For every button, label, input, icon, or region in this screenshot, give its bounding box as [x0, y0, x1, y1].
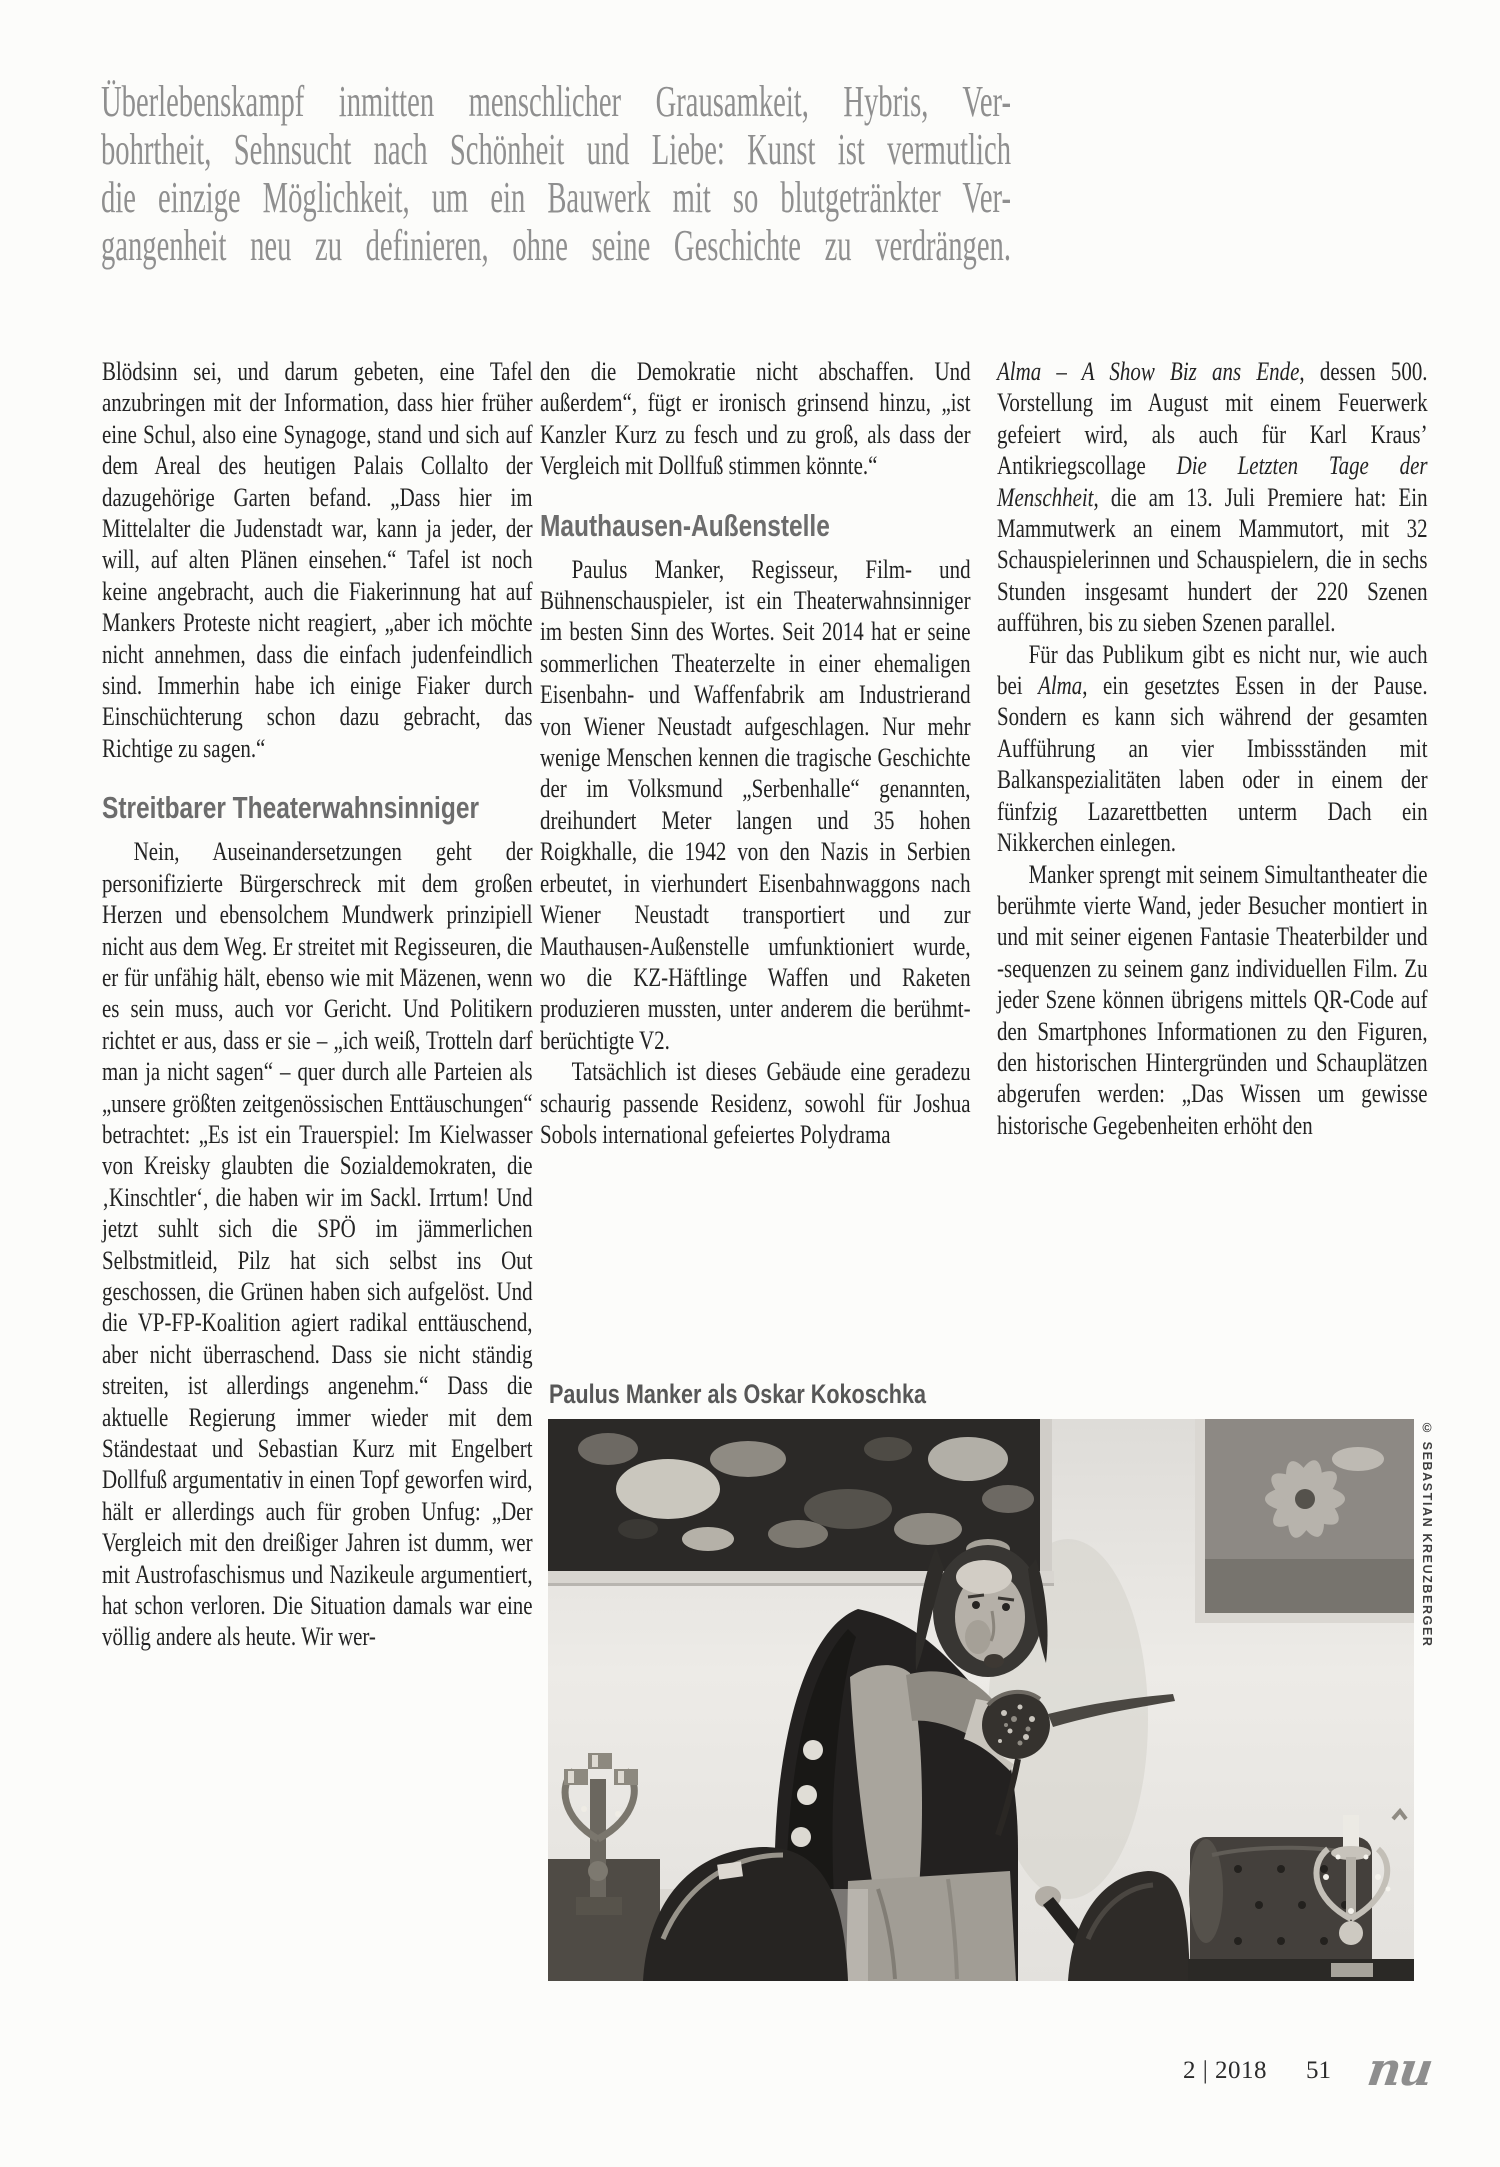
bald-crown	[956, 1560, 1012, 1594]
article-column-1	[102, 356, 533, 1653]
body-paragraph	[102, 836, 533, 1653]
smock	[846, 1871, 1016, 1981]
italic-text: Alma – A Show Biz ans Ende	[997, 356, 1300, 386]
eye	[972, 1601, 980, 1609]
text-run: Nein, Auseinandersetzungen geht der personifizierte Bürgerschreck mit dem großen Herzen und ebensolchem Mundwerk prinzipiell nicht aus dem Weg. Er streitet mit Regisseuren, die er für unfähig hält, ebenso wie mit Mäzenen, wenn es sein muss, auch vor Gericht. Und Politikern richtet er aus, dass er sie – „ich weiß, Trotteln darf man ja nicht sagen“ – quer durch alle Parteien als „unsere größten zeitgenössischen Enttäuschungen“ betrachtet: „Es ist ein Trauerspiel: Im Kielwasser von Kreisky glaubten die Sozialdemokraten, die ‚Kinschtler‘, die haben wir im Sackl. Irrtum! Und jetzt suhlt sich die SPÖ im jämmerlichen Selbstmitleid, Pilz hat sich selbst ins Out geschossen, die Grünen haben sich aufgelöst. Und die VP-FP-Koalition agiert radikal enttäuschend, aber nicht überraschend. Dass sie nicht ständig streiten, ist allerdings angenehm.“ Dass die aktuelle Regierung immer wieder mit dem Ständestaat und Sebastian Kurz mit Engelbert Dollfuß argumentativ in einen Topf geworfen wird, hält er allerdings auch für groben Unfug: „Der Vergleich mit den dreißiger Jahren ist dumm, wer mit Austrofaschismus und Nazikeule argumentiert, hat schon verloren. Die Situation damals war eine völlig andere als heute. Wir wer-	[102, 836, 533, 1652]
body-paragraph	[102, 356, 533, 764]
photo-credit: © SEBASTIAN KREUZBERGER	[1420, 1421, 1434, 1648]
photo-caption: Paulus Manker als Oskar Kokoschka	[549, 1379, 926, 1409]
text-run: den die Demokratie nicht abschaffen. Und außerdem“, fügt er ironisch grinsend hinzu, „ist Kanzler Kurz zu fesch und zu groß, als dass der Vergleich mit Dollfuß stimmen könnte.“	[540, 356, 971, 481]
coat-button	[791, 1827, 811, 1847]
body-paragraph	[997, 356, 1428, 639]
body-paragraph	[997, 859, 1428, 1142]
article-column-3	[997, 356, 1428, 1141]
intro-line: die einzige Möglichkeit, um ein Bauwerk mit so blutgetränkter Ver-	[101, 173, 1011, 222]
eye	[1002, 1603, 1010, 1611]
body-paragraph	[997, 639, 1428, 859]
text-run: Paulus Manker, Regisseur, Film- und Bühnenschauspieler, ist ein Theaterwahnsinniger im besten Sinn des Wortes. Seit 2014 hat er seine sommerlichen Theaterzelte in einer ehemaligen Eisenbahn- und Waffenfabrik am Industrierand von Wiener Neustadt aufgeschlagen. Nur mehr wenige Menschen kennen die tragische Geschichte der im Volksmund „Serbenhalle“ genannten, dreihundert Meter langen und 35 hohen Roigkhalle, die 1942 von den Nazis in Serbien erbeutet, in vierhundert Eisenbahnwaggons nach Wiener Neustadt transportiert und zur Mauthausen-Außenstelle umfunktioniert wurde, wo die KZ-Häftlinge Waffen und Raketen produzieren mussten, unter anderem die berühmt-berüchtigte V2.	[540, 553, 971, 1055]
body-paragraph	[540, 554, 971, 1057]
text-run: , ein gesetztes Essen in der Pause. Sondern es kann sich während der gesamten Aufführung an vier Imbissständen mit Balkanspezialitäten laben oder in einem der fünfzig Lazarettbetten unterm Dach ein Nikkerchen einlegen.	[997, 670, 1428, 858]
mouth	[984, 1654, 1004, 1668]
footer-issue-date: 2 | 2018	[1183, 2057, 1268, 2084]
magazine-logo: nu	[1364, 2042, 1435, 2096]
article-photo	[548, 1419, 1414, 1981]
intro-line: Überlebenskampf inmitten menschlicher Grausamkeit, Hybris, Ver-	[101, 77, 1011, 126]
intro-line: gangenheit neu zu definieren, ohne seine Geschichte zu verdrängen.	[101, 221, 1011, 270]
coat-button	[797, 1785, 817, 1805]
italic-text: Alma	[1038, 670, 1083, 701]
body-paragraph	[540, 356, 971, 482]
intro-line: bohrtheit, Sehnsucht nach Schönheit und Liebe: Kunst ist vermutlich	[101, 125, 1011, 174]
text-run: Für das Publikum gibt es nicht nur, wie auch bei	[997, 638, 1428, 701]
footer-page-number: 51	[1306, 2057, 1331, 2084]
painting-right	[1195, 1419, 1414, 1623]
text-run: , die am 13. Juli Premiere hat: Ein Mammutwerk an einem Mammutort, mit 32 Schauspielerinnen und Schauspielern, die in sechs Stunden insgesamt hundert der 220 Szenen aufführen, bis zu sieben Szenen parallel.	[997, 481, 1428, 638]
text-run: Manker sprengt mit seinem Simultantheater die berühmte vierte Wand, jeder Besucher montiert in und mit seiner eigenen Fantasie Theaterbilder und -sequenzen zu seinem ganz individuellen Film. Zu jeder Szene können übrigens mittels QR-Code auf den Smartphones Informationen zu den Figuren, den historischen Hintergründen und Schauplätzen abgerufen werden: „Das Wissen um gewisse historische Gegebenheiten erhöht den	[997, 858, 1428, 1140]
text-run: Blödsinn sei, und darum gebeten, eine Tafel anzubringen mit der Information, dass hier früher eine Schul, also eine Synagoge, stand und sich auf dem Areal des heutigen Palais Collalto der dazugehörige Garten befand. „Dass hier im Mittelalter die Judenstadt war, kann ja jeder, der will, auf alten Plänen einsehen.“ Tafel ist noch keine angebracht, auch die Fiakerinnung hat auf Mankers Proteste nicht reagiert, „aber ich möchte nicht annehmen, dass die einfach judenfeindlich sind. Immerhin habe ich einige Fiaker durch Einschüchterung schon dazu gebracht, das Richtige zu sagen.“	[102, 356, 533, 763]
text-run: Tatsächlich ist dieses Gebäude eine geradezu schaurig passende Residenz, sowohl für Joshua Sobols international gefeiertes Polydrama	[540, 1056, 971, 1149]
text-run: , dessen 500. Vorstellung im August mit einem Feuerwerk gefeiert wird, als auch für Karl Kraus’ Antikriegscollage	[997, 356, 1428, 481]
section-subhead: Mauthausen-Außenstelle	[540, 507, 830, 543]
italic-text: Die Letzten Tage der Menschheit	[997, 450, 1428, 512]
coat-button	[803, 1740, 823, 1760]
body-paragraph	[540, 1056, 971, 1150]
section-subhead: Streitbarer Theaterwahnsinniger	[102, 790, 479, 826]
intro-deck	[101, 78, 1011, 270]
article-column-2	[540, 356, 971, 1150]
